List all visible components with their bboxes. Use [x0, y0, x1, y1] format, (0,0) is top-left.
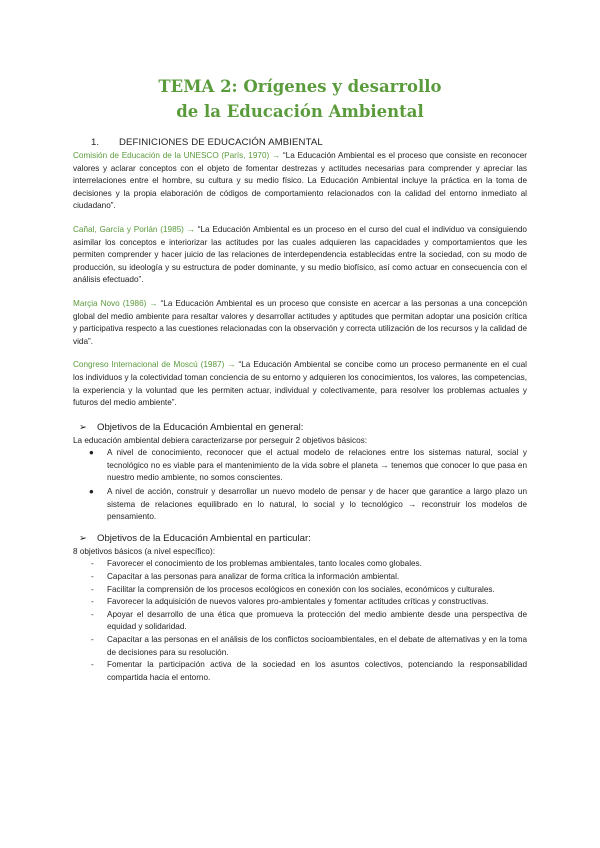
list-item-text: Facilitar la comprensión de los procesos ecológicos en conexión con los sociales, económicos y culturales.: [107, 584, 495, 594]
list-item: [73, 447, 527, 485]
definition-source: Cañal, García y Porlán (1985) →: [73, 224, 195, 234]
bullet-icon: ●: [89, 487, 94, 497]
bullet-list: [73, 447, 527, 524]
list-item-text: Fomentar la participación activa de la sociedad en los asuntos colectivos, potenciando la responsabilidad compartida hacia el entorno.: [107, 660, 527, 682]
section-heading-definiciones: [73, 136, 527, 150]
dash-icon: -: [91, 584, 94, 594]
list-item: [73, 571, 527, 584]
definition-source: Comisión de Educación de la UNESCO (París, 1970) →: [73, 151, 281, 160]
list-item: [73, 584, 527, 597]
dash-list: [73, 558, 527, 684]
title-line-1: TEMA 2: Orígenes y desarrollo: [158, 77, 442, 96]
list-item: [73, 609, 527, 634]
intro-text: La educación ambiental debiera caracterizarse por perseguir 2 objetivos básicos:: [73, 435, 368, 445]
list-item: [73, 634, 527, 659]
definition-paragraph: [73, 224, 527, 287]
definition-source: Marçia Novo (1986) →: [73, 298, 158, 308]
list-item-text: A nivel de acción, construir y desarrollar un nuevo modelo de pensar y de hacer que garantice a largo plazo un sistema de relaciones equilibrado en lo natural, lo social y lo tecnológico → reconstruir los modelos de pensamiento.: [107, 487, 527, 522]
list-item-text: Capacitar a las personas para analizar de forma crítica la información ambiental.: [107, 572, 400, 582]
dash-icon: -: [91, 635, 94, 644]
list-item: [73, 486, 527, 524]
bullet-icon: ●: [89, 448, 94, 458]
title-line-2: de la Educación Ambiental: [176, 102, 424, 121]
definition-text: “La Educación Ambiental es un proceso que consiste en acercar a las personas a una concepción global del medio ambiente para resaltar valores y desarrollar actitudes y aptitudes que permitan adoptar una posición crítica y participativa respecto a las cuestiones relacionadas con la observación y correcta utilización de los recursos y la calidad de vida”.: [73, 298, 528, 346]
section-heading-text: DEFINICIONES DE EDUCACIÓN AMBIENTAL: [119, 137, 323, 148]
dash-icon: -: [91, 597, 94, 607]
definition-text: “La Educación Ambiental es el proceso que consiste en reconocer valores y aclarar conceptos con el objeto de fomentar destrezas y actitudes necesarias para comprender y apreciar las interrelaciones entre el hombre, su cultura y su medio físico. La Educación Ambiental incluye la práctica en la toma de decisiones y la propia elaboración de códigos de comportamiento relacionados con la calidad del entorno inmediato al ciudadano”.: [73, 151, 527, 211]
subheading-objetivos-general: [73, 421, 527, 435]
dash-icon: -: [91, 572, 94, 582]
document-body: [73, 136, 527, 684]
subheading-objetivos-particular: [73, 532, 527, 546]
list-item-text: Favorecer el conocimiento de los problemas ambientales, tanto locales como globales.: [107, 559, 422, 569]
definition-text: “La Educación Ambiental es un proceso en el curso del cual el individuo va consiguiendo asimilar los conceptos e interiorizar las actitudes por las cuales adquieren las capacidades y comportamientos que les permiten comprender y hacer juicio de las relaciones de interdependencia establecidas entre la sociedad, con su modo de producción, su ideología y su estructura de poder dominante, y su medio biofísico, así como actuar en consecuencia con el análisis efectuado”.: [73, 224, 527, 285]
definition-text: “La Educación Ambiental se concibe como un proceso permanente en el cual los individuos y la colectividad toman conciencia de su entorno y adquieren los conocimientos, los valores, las competencias, la experiencia y la voluntad que les permiten actuar, individual y colectivamente, para resolver los problemas actuales y futuros del medio ambiente”.: [73, 360, 527, 408]
definition-paragraph: [73, 150, 527, 213]
page-title: [0, 74, 600, 124]
definition-paragraph: [73, 359, 527, 409]
subheading-text: Objetivos de la Educación Ambiental en particular:: [97, 532, 311, 544]
intro-text: 8 objetivos básicos (a nivel específico):: [73, 546, 215, 556]
section-number: 1.: [91, 137, 100, 148]
list-item-text: Capacitar a las personas en el análisis de los conflictos socioambientales, en el debate de alternativas y en la toma de decisiones para su resolución.: [107, 635, 527, 657]
list-item: [73, 659, 527, 684]
definition-source: Congreso Internacional de Moscú (1987) →: [73, 360, 236, 370]
list-item-text: Favorecer la adquisición de nuevos valores pro-ambientales y fomentar actitudes críticas y constructivas.: [107, 597, 489, 607]
subheading-text: Objetivos de la Educación Ambiental en general:: [97, 421, 304, 433]
list-item-text: A nivel de conocimiento, reconocer que el actual modelo de relaciones entre los sistemas natural, social y tecnológico no es viable para el mantenimiento de la vida sobre el planeta → tenemos que conocer lo que pasa en nuestro medio ambiente, no somos conscientes.: [107, 448, 527, 483]
list-item: [73, 558, 527, 571]
arrow-bullet-icon: ➢: [79, 421, 88, 433]
definition-paragraph: [73, 298, 527, 348]
list-item: [73, 596, 527, 609]
list-item-text: Apoyar el desarrollo de una ética que promueva la protección del medio ambiente desde una perspectiva de equidad y solidaridad.: [107, 609, 527, 632]
dash-icon: -: [91, 559, 94, 569]
dash-icon: -: [91, 660, 94, 670]
dash-icon: -: [91, 609, 94, 619]
arrow-bullet-icon: ➢: [79, 532, 88, 544]
